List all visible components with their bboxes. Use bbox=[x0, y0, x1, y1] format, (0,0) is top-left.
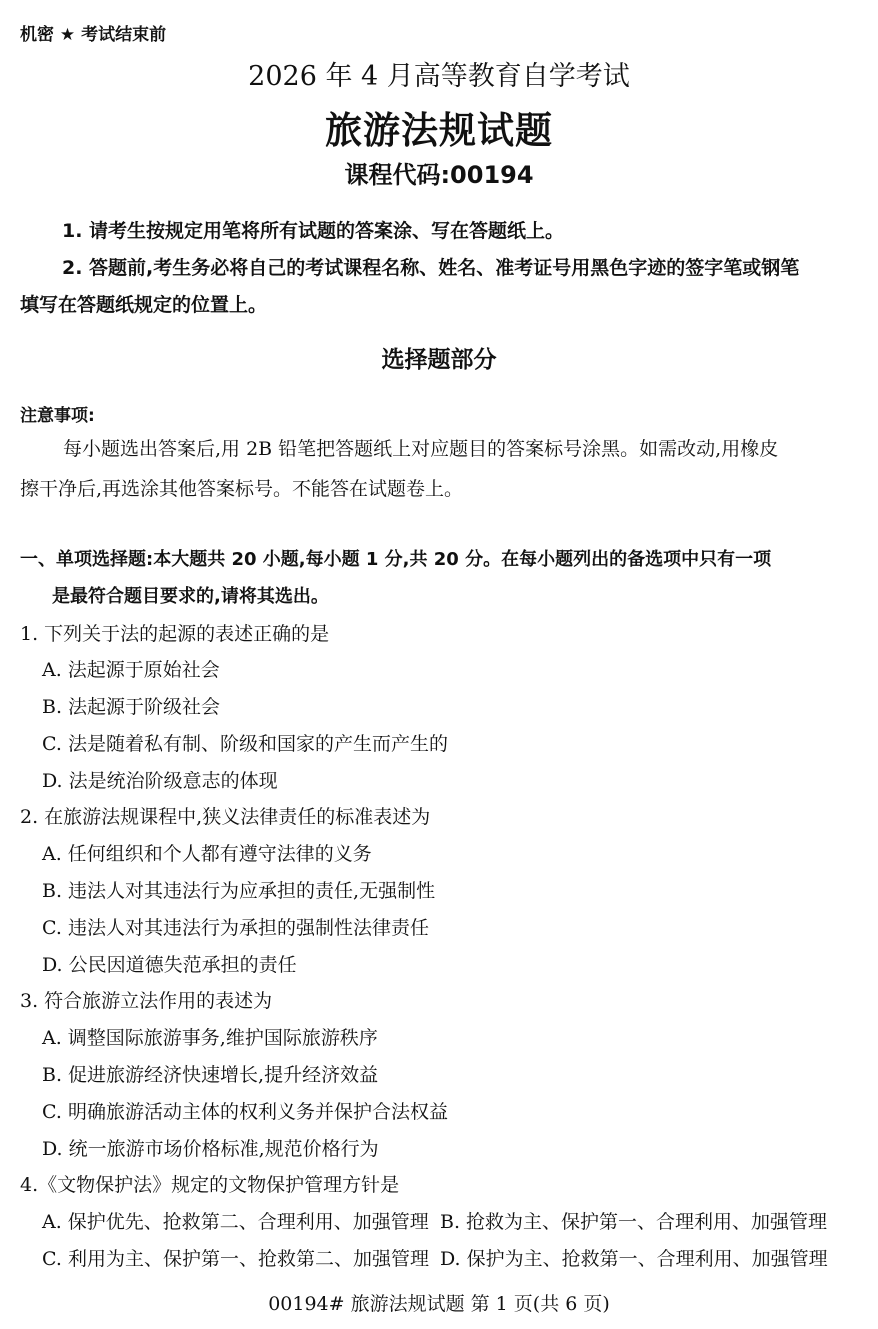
instruction-2-continued: 填写在答题纸规定的位置上。 bbox=[20, 294, 268, 316]
question-4-option-c: C. 利用为主、保护第一、抢救第二、加强管理 bbox=[42, 1248, 429, 1270]
question-1-option-a: A. 法起源于原始社会 bbox=[42, 659, 220, 681]
question-2-option-c: C. 违法人对其违法行为承担的强制性法律责任 bbox=[42, 917, 429, 939]
question-1-option-b: B. 法起源于阶级社会 bbox=[42, 696, 221, 718]
question-3-stem: 3. 符合旅游立法作用的表述为 bbox=[20, 990, 273, 1012]
question-1-stem: 1. 下列关于法的起源的表述正确的是 bbox=[20, 623, 330, 645]
question-1-option-d: D. 法是统治阶级意志的体现 bbox=[42, 770, 278, 792]
question-3-option-a: A. 调整国际旅游事务,维护国际旅游秩序 bbox=[42, 1027, 378, 1049]
attention-heading: 注意事项: bbox=[20, 406, 95, 426]
confidential-label: 机密 ★ 考试结束前 bbox=[20, 25, 167, 45]
course-code: 课程代码:00194 bbox=[344, 161, 534, 189]
question-1-option-c: C. 法是随着私有制、阶级和国家的产生而产生的 bbox=[42, 733, 448, 755]
attention-text-1: 每小题选出答案后,用 2B 铅笔把答题纸上对应题目的答案标号涂黑。如需改动,用橡皮 bbox=[63, 438, 779, 460]
exam-session: 2026 年 4 月高等教育自学考试 bbox=[248, 61, 630, 92]
attention-text-2: 擦干净后,再选涂其他答案标号。不能答在试题卷上。 bbox=[20, 478, 464, 500]
question-3-option-b: B. 促进旅游经济快速增长,提升经济效益 bbox=[42, 1064, 379, 1086]
exam-title: 旅游法规试题 bbox=[325, 109, 553, 152]
question-3-option-d: D. 统一旅游市场价格标准,规范价格行为 bbox=[42, 1138, 379, 1160]
page-footer: 00194# 旅游法规试题 第 1 页(共 6 页) bbox=[268, 1293, 610, 1315]
instruction-1: 1. 请考生按规定用笔将所有试题的答案涂、写在答题纸上。 bbox=[62, 220, 565, 242]
question-4-option-d: D. 保护为主、抢救第一、合理利用、加强管理 bbox=[440, 1248, 828, 1270]
question-2-option-d: D. 公民因道德失范承担的责任 bbox=[42, 954, 297, 976]
question-4-option-b: B. 抢救为主、保护第一、合理利用、加强管理 bbox=[440, 1211, 828, 1233]
instruction-2: 2. 答题前,考生务必将自己的考试课程名称、姓名、准考证号用黑色字迹的签字笔或钢笔 bbox=[62, 257, 800, 279]
question-2-stem: 2. 在旅游法规课程中,狭义法律责任的标准表述为 bbox=[20, 806, 431, 828]
question-4-option-a: A. 保护优先、抢救第二、合理利用、加强管理 bbox=[42, 1211, 429, 1233]
question-2-option-b: B. 违法人对其违法行为应承担的责任,无强制性 bbox=[42, 880, 436, 902]
question-3-option-c: C. 明确旅游活动主体的权利义务并保护合法权益 bbox=[42, 1101, 448, 1123]
section-title: 选择题部分 bbox=[381, 347, 497, 373]
part-heading-continued: 是最符合题目要求的,请将其选出。 bbox=[52, 586, 329, 607]
part-heading: 一、单项选择题:本大题共 20 小题,每小题 1 分,共 20 分。在每小题列出的备选项中只有一项 bbox=[20, 549, 772, 570]
question-4-stem: 4.《文物保护法》规定的文物保护管理方针是 bbox=[20, 1174, 400, 1196]
question-2-option-a: A. 任何组织和个人都有遵守法律的义务 bbox=[42, 843, 372, 865]
